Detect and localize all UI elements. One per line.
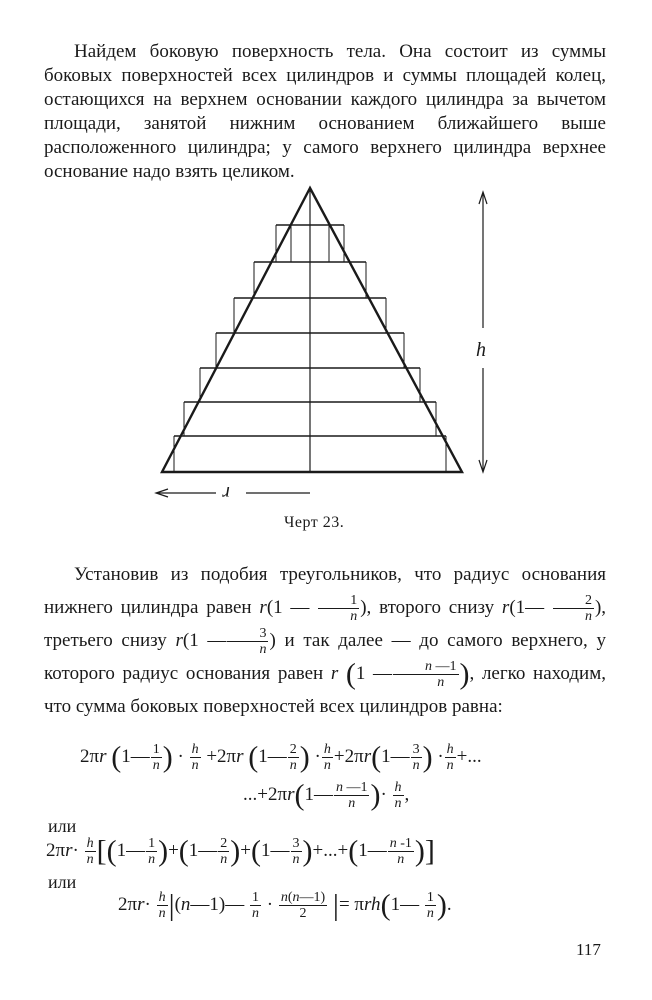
text-segment: , второго снизу (366, 597, 502, 618)
height-label: h (476, 339, 486, 361)
formula-factored: 2πr· $\frac{h}{n}$ [(1— $\frac{1}{n}$ )+(1— $\frac{2}{n}$ )+(1— $\frac{3}{n}$ )+...+(1— $\frac{n -1}{n}$ )] (46, 834, 435, 868)
radius-arrow (156, 489, 310, 497)
formula-sum-lateral-2: ...+2πr(1— $\frac{n —1}{n}$ )· $\frac{h}{n}$ , (243, 778, 410, 812)
word-or-1: или (48, 816, 77, 836)
height-arrow (479, 192, 487, 472)
cone-diagram (150, 180, 500, 510)
figure-caption: Черт 23. (284, 514, 345, 531)
text-segment: , третьего снизу (44, 597, 607, 652)
formula-sum-lateral-1: 2πr (1— $\frac{1}{n}$ ) · $\frac{h}{n}$ +2πr (1— $\frac{2}{n}$ ) · $\frac{h}{n}$ +2πr(1— $\frac{3}{n}$ ) · $\frac{h}{n}$ +... (80, 740, 482, 774)
paragraph-similarity: Установив из подобия треугольников, что радиус основания нижнего цилиндра равен r(1 — $\frac{1}{n}$ ), второго снизу r(1— $\frac{2}{n}$ ), третьего снизу r(1 — $\frac{3}{n}$ ) и так далее — до самого верхнего, у которого радиус основания равен r (1 — $\frac{n —1}{n}$ ), легко находим, что сумма боковых поверхностей всех цилиндров равна: (44, 564, 607, 718)
text-segment: Установив из подобия треугольников, что радиус основания нижнего цилиндра равен (44, 564, 606, 618)
stepped-cone-figure (150, 180, 500, 510)
radius-label: r (222, 482, 230, 504)
text-segment: и так далее — до самого верхнего, у которого радиус основания равен (44, 630, 606, 685)
word-or-2: или (48, 872, 77, 892)
page-number: 117 (576, 940, 601, 959)
formula-result: 2πr· $\frac{h}{n}$ |(n—1)— $\frac{1}{n}$ · $\frac{n(n—1)}{2}$ |= πrh(1— $\frac{1}{n}$ ). (118, 888, 452, 922)
paragraph-intro: Найдем боковую поверхность тела. Она состоит из суммы боковых поверхностей всех цилиндров и суммы площадей колец, остающихся на верхнем основании каждого цилиндра за вычетом площади, занятой нижним основанием ближайшего выше расположенного цилиндра; у самого верхнего цилиндра верхнее основание надо взять целиком. (44, 41, 606, 182)
cone-outline (162, 188, 462, 472)
text-segment: , легко находим, что сумма боковых поверхностей всех цилиндров равна: (44, 663, 606, 718)
